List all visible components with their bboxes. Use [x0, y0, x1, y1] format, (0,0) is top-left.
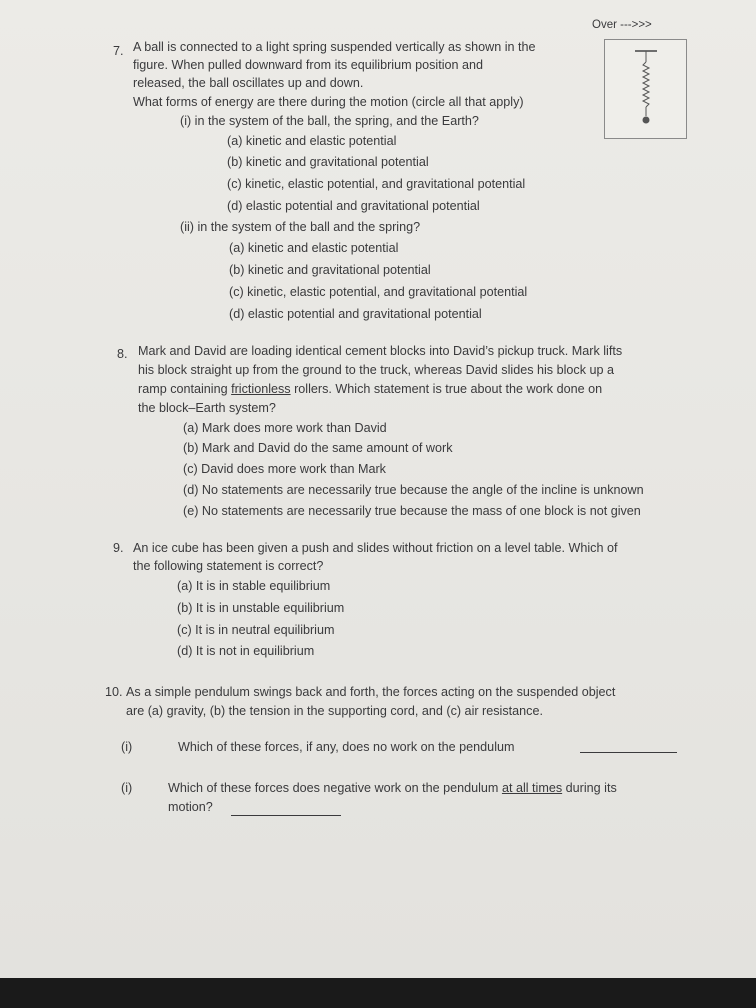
q9-option-b[interactable]: (b) It is in unstable equilibrium — [177, 601, 345, 615]
q7-part1-option-d[interactable]: (d) elastic potential and gravitational potential — [227, 199, 480, 213]
q7-part2-option-d[interactable]: (d) elastic potential and gravitational potential — [229, 307, 482, 321]
q9-line: the following statement is correct? — [133, 559, 324, 573]
q9-number: 9. — [113, 541, 124, 555]
q7-part1-option-b[interactable]: (b) kinetic and gravitational potential — [227, 155, 429, 169]
q9-option-c[interactable]: (c) It is in neutral equilibrium — [177, 623, 335, 637]
q7-part2-option-c[interactable]: (c) kinetic, elastic potential, and gravitational potential — [229, 285, 528, 299]
at-all-times-underlined: at all times — [501, 781, 563, 795]
over-indicator: Over --->>> — [592, 19, 652, 31]
q9-option-a[interactable]: (a) It is in stable equilibrium — [177, 579, 331, 593]
q7-line: released, the ball oscillates up and down. — [133, 76, 364, 90]
q10-sub1-answer-blank[interactable] — [580, 752, 677, 753]
q10-number: 10. — [105, 685, 123, 699]
q8-number: 8. — [117, 347, 128, 361]
q7-line: What forms of energy are there during the motion (circle all that apply) — [133, 95, 524, 109]
q7-part2-option-b[interactable]: (b) kinetic and gravitational potential — [229, 263, 431, 277]
bottom-dark-edge — [0, 978, 756, 1008]
q10-sub1-text: Which of these forces, if any, does no work on the pendulum — [178, 740, 515, 754]
q7-part1-option-a[interactable]: (a) kinetic and elastic potential — [227, 134, 397, 148]
frictionless-underlined: frictionless — [231, 382, 291, 396]
q8-line: ramp containing frictionless rollers. Which statement is true about the work done on — [138, 382, 603, 396]
q10-sub2-answer-blank[interactable] — [231, 815, 341, 816]
q10-sub1-label: (i) — [121, 740, 133, 754]
q10-sub2-label: (i) — [121, 781, 133, 795]
q10-sub2-line2: motion? — [168, 800, 213, 814]
spring-ball-icon — [605, 40, 686, 138]
q8-line: his block straight up from the ground to the truck, whereas David slides his block up a — [138, 363, 615, 377]
q10-line: are (a) gravity, (b) the tension in the supporting cord, and (c) air resistance. — [126, 704, 543, 718]
q7-number: 7. — [113, 44, 124, 58]
q8-option-d[interactable]: (d) No statements are necessarily true because the angle of the incline is unknown — [183, 483, 644, 497]
q7-part1-option-c[interactable]: (c) kinetic, elastic potential, and gravitational potential — [227, 177, 526, 191]
q8-option-a[interactable]: (a) Mark does more work than David — [183, 421, 387, 435]
q7-part1-label: (i) in the system of the ball, the spring, and the Earth? — [180, 114, 479, 128]
q7-part2-option-a[interactable]: (a) kinetic and elastic potential — [229, 241, 399, 255]
q9-line: An ice cube has been given a push and slides without friction on a level table. Which of — [133, 541, 618, 555]
q10-sub2-text: Which of these forces does negative work on the pendulum at all times during its — [168, 781, 617, 795]
q9-option-d[interactable]: (d) It is not in equilibrium — [177, 644, 315, 658]
q8-line: the block–Earth system? — [138, 401, 276, 415]
q10-line: As a simple pendulum swings back and forth, the forces acting on the suspended object — [126, 685, 616, 699]
q8-option-e[interactable]: (e) No statements are necessarily true because the mass of one block is not given — [183, 504, 641, 518]
q8-option-c[interactable]: (c) David does more work than Mark — [183, 462, 386, 476]
q8-option-b[interactable]: (b) Mark and David do the same amount of work — [183, 441, 453, 455]
q8-line: Mark and David are loading identical cement blocks into David’s pickup truck. Mark lifts — [138, 344, 623, 358]
q7-part2-label: (ii) in the system of the ball and the spring? — [180, 220, 421, 234]
q7-line: A ball is connected to a light spring suspended vertically as shown in the — [133, 40, 536, 54]
spring-figure — [604, 39, 687, 139]
q7-line: figure. When pulled downward from its equilibrium position and — [133, 58, 484, 72]
